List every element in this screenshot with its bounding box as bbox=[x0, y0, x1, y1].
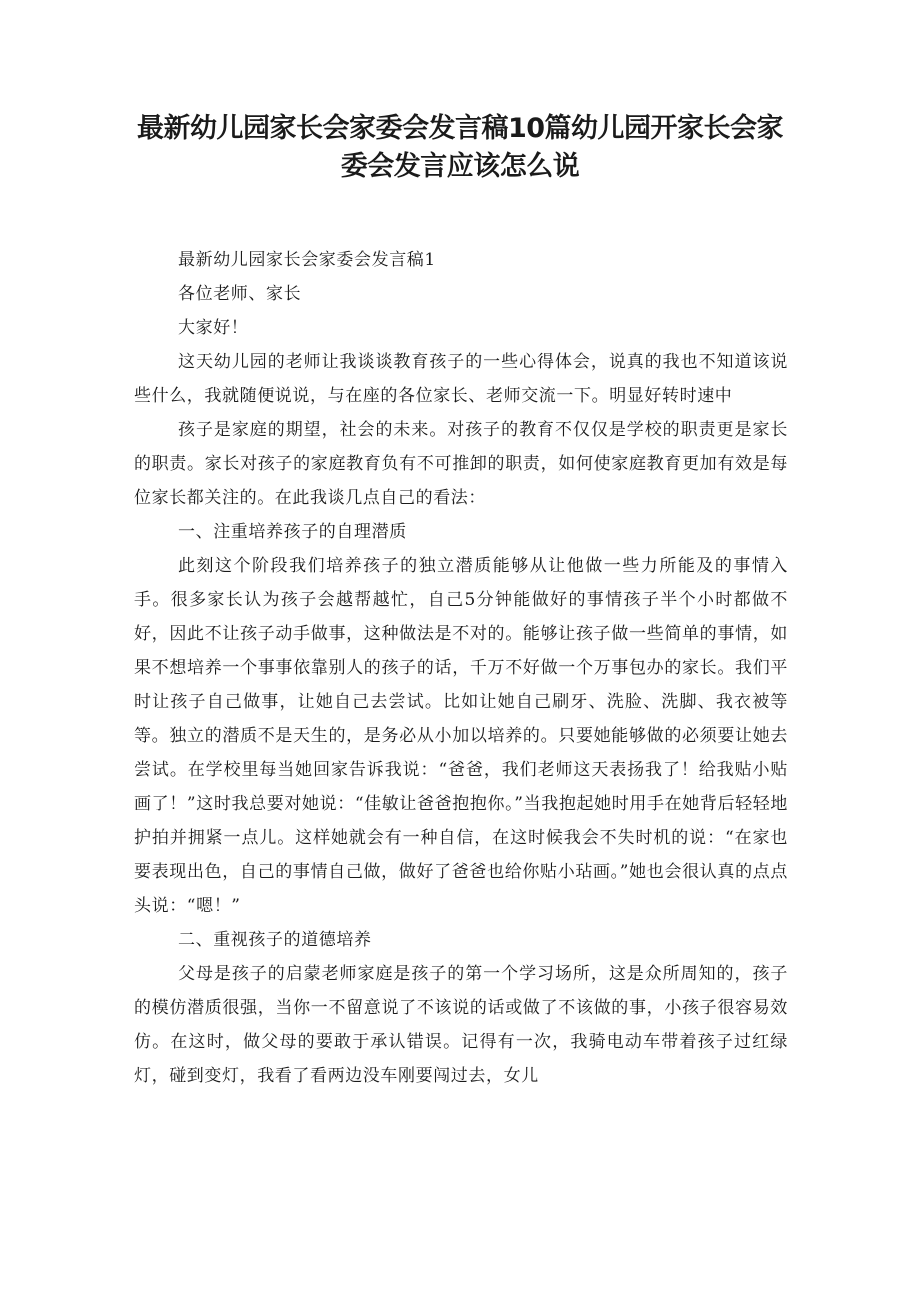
document-body bbox=[134, 243, 788, 1093]
greeting: 大家好！ bbox=[178, 318, 249, 338]
document-title: 最新幼儿园家长会家委会发言稿10篇幼儿园开家长会家委会发言应该怎么说 bbox=[136, 113, 784, 182]
paragraph: 孩子是家庭的期望，社会的未来。对孩子的教育不仅仅是学校的职责更是家长的职责。家长对孩子的家庭教育负有不可推卸的职责，如何使家庭教育更加有效是每位家长都关注的。在此我谈几点自己的看法： bbox=[134, 420, 788, 508]
subheading: 二、重视孩子的道德培养 bbox=[178, 930, 372, 950]
salutation: 各位老师、家长 bbox=[178, 284, 302, 304]
section-heading: 最新幼儿园家长会家委会发言稿1 bbox=[178, 250, 436, 270]
paragraph: 这天幼儿园的老师让我谈谈教育孩子的一些心得体会，说真的我也不知道该说些什么，我就随便说说，与在座的各位家长、老师交流一下。明显好转时速中 bbox=[134, 352, 788, 406]
subheading: 一、注重培养孩子的自理潜质 bbox=[178, 522, 407, 542]
paragraph: 父母是孩子的启蒙老师家庭是孩子的第一个学习场所，这是众所周知的，孩子的模仿潜质很强，当你一不留意说了不该说的话或做了不该做的事，小孩子很容易效仿。在这时，做父母的要敢于承认错误。记得有一次，我骑电动车带着孩子过红绿灯，碰到变灯，我看了看两边没车刚要闯过去，女儿 bbox=[134, 964, 788, 1086]
paragraph: 此刻这个阶段我们培养孩子的独立潜质能够从让他做一些力所能及的事情入手。很多家长认为孩子会越帮越忙，自己5分钟能做好的事情孩子半个小时都做不好，因此不让孩子动手做事，这种做法是不对的。能够让孩子做一些简单的事情，如果不想培养一个事事依靠别人的孩子的话，千万不好做一个万事包办的家长。我们平时让孩子自己做事，让她自己去尝试。比如让她自己刷牙、洗脸、洗脚、我衣被等等。独立的潜质不是天生的，是务必从小加以培养的。只要她能够做的必须要让她去尝试。在学校里每当她回家告诉我说：“爸爸，我们老师这天表扬我了！给我贴小贴画了！”这时我总要对她说：“佳敏让爸爸抱抱你。”当我抱起她时用手在她背后轻轻地护拍并拥紧一点儿。这样她就会有一种自信，在这时候我会不失时机的说：“在家也要表现出色，自己的事情自己做，做好了爸爸也给你贴小玷画。”她也会很认真的点点头说：“嗯！” bbox=[134, 556, 788, 916]
